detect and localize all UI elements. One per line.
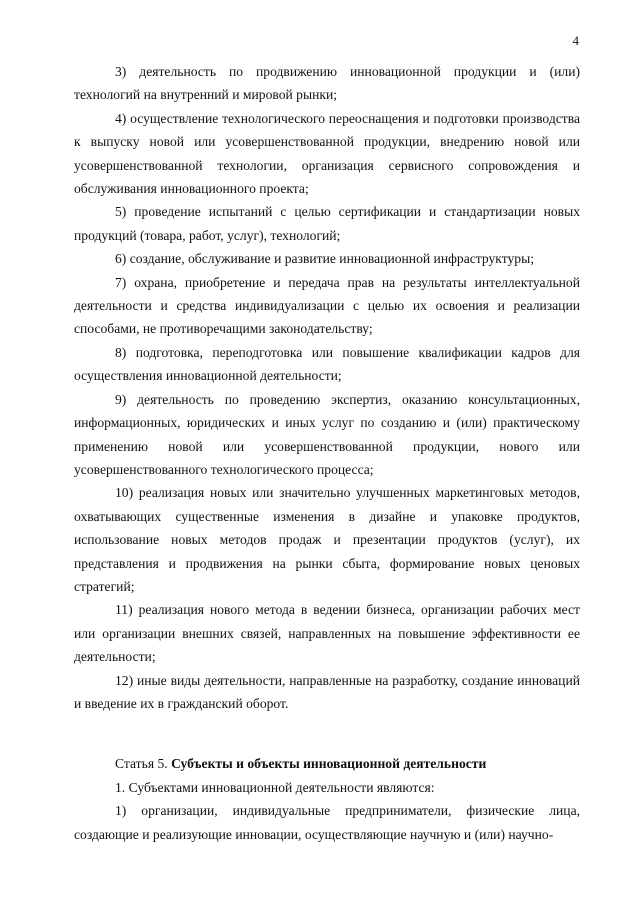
- list-item-12: 12) иные виды деятельности, направленные на разработку, создание инноваций и введение их в гражданский оборот.: [74, 672, 580, 711]
- document-body: [74, 60, 580, 846]
- article-title: Субъекты и объекты инновационной деятельности: [171, 756, 487, 772]
- list-item-3: 3) деятельность по продвижению инновационной продукции и (или) технологий на внутренний и мировой рынки;: [74, 64, 580, 103]
- list-item-10: 10) реализация новых или значительно улучшенных маркетинговых методов, охватывающих существенные изменения в дизайне и упаковке продуктов, использование новых методов продаж и презентации продуктов (услуг), их представления и продвижения на рынки сбыта, формирование новых ценовых стратегий;: [74, 485, 580, 594]
- list-item-5: 5) проведение испытаний с целью сертификации и стандартизации новых продукций (товара, работ, услуг), технологий;: [74, 204, 580, 243]
- article-paragraph-1: 1. Субъектами инновационной деятельности являются:: [115, 779, 435, 795]
- list-item-6: 6) создание, обслуживание и развитие инновационной инфраструктуры;: [115, 251, 534, 267]
- list-item-4: 4) осуществление технологического переоснащения и подготовки производства к выпуску новой или усовершенствованной продукции, внедрению новой или усовершенствованной технологии, организация сервисного сопровождения и обслуживания инновационного проекта;: [74, 110, 580, 197]
- list-item-7: 7) охрана, приобретение и передача прав на результаты интеллектуальной деятельности и средства индивидуализации с целью их освоения и реализации способами, не противоречащими законодательству;: [74, 274, 580, 337]
- list-item-8: 8) подготовка, переподготовка или повышение квалификации кадров для осуществления инновационной деятельности;: [74, 344, 580, 384]
- article-paragraph-2: 1) организации, индивидуальные предприниматели, физические лица, создающие и реализующие инновации, осуществляющие научную и (или) научно-: [74, 803, 580, 842]
- list-item-9: 9) деятельность по проведению экспертиз, оказанию консультационных, информационных, юридических и иных услуг по созданию и (или) практическому применению новой или усовершенствованной продукции, нового или усовершенствованного технологического процесса;: [74, 391, 580, 477]
- list-item-11: 11) реализация нового метода в ведении бизнеса, организации рабочих мест или организации внешних связей, направленных на повышение эффективности ее деятельности;: [74, 602, 580, 665]
- page-number: 4: [572, 33, 579, 48]
- article-heading: [74, 752, 580, 775]
- article-label: Статья 5.: [115, 756, 168, 772]
